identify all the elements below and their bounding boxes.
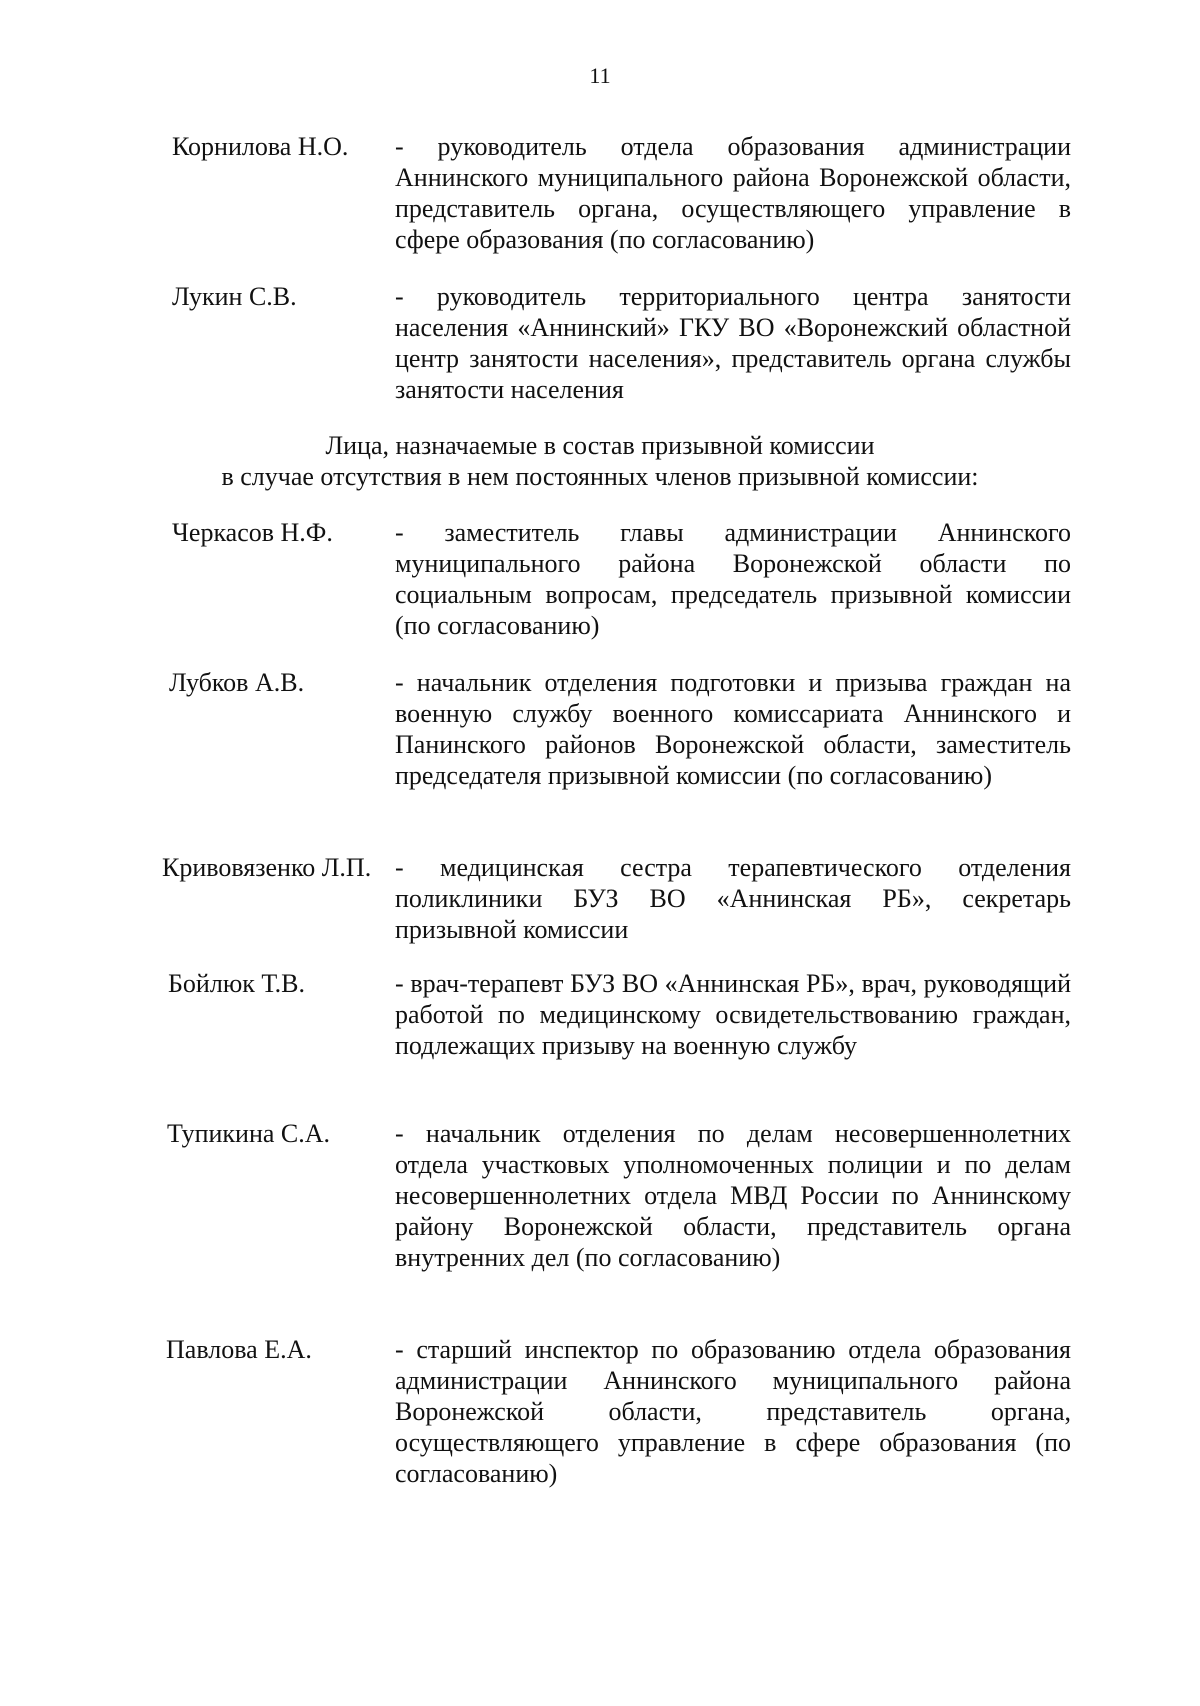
heading-line: Лица, назначаемые в состав призывной комиссии (325, 431, 875, 460)
member-description: - руководитель отдела образования администрации Аннинского муниципального района Воронежской области, представитель органа, осуществляющего управление в сфере образования (по согласованию) (395, 132, 1071, 254)
member-name: Бойлюк Т.В. (168, 969, 305, 998)
member-description: - начальник отделения подготовки и призыва граждан на военную службу военного комиссариата Аннинского и Панинского районов Воронежской области, заместитель председателя призывной комиссии (по согласованию) (395, 668, 1071, 790)
member-description: - руководитель территориального центра занятости населения «Аннинский» ГКУ ВО «Воронежский областной центр занятости населения», представитель органа службы занятости населения (395, 282, 1071, 404)
member-description: - старший инспектор по образованию отдела образования администрации Аннинского муниципального района Воронежской области, представитель органа, осуществляющего управление в сфере образования (по согласованию) (395, 1335, 1071, 1488)
member-name: Лукин С.В. (172, 282, 297, 311)
heading-line: в случае отсутствия в нем постоянных членов призывной комиссии: (221, 462, 979, 491)
member-description: - начальник отделения по делам несовершеннолетних отдела участковых уполномоченных полиции и по делам несовершеннолетних отдела МВД России по Аннинскому району Воронежской области, представитель органа внутренних дел (по согласованию) (395, 1119, 1071, 1272)
member-description: - медицинская сестра терапевтического отделения поликлиники БУЗ ВО «Аннинская РБ», секретарь призывной комиссии (395, 853, 1071, 944)
page-number: 11 (589, 63, 611, 88)
member-description: - врач-терапевт БУЗ ВО «Аннинская РБ», врач, руководящий работой по медицинскому освидетельствованию граждан, подлежащих призыву на военную службу (395, 969, 1071, 1060)
member-name: Корнилова Н.О. (172, 132, 349, 161)
member-name: Черкасов Н.Ф. (172, 518, 333, 547)
member-name: Кривовязенко Л.П. (162, 853, 372, 882)
member-description: - заместитель главы администрации Аннинского муниципального района Воронежской области по социальным вопросам, председатель призывной комиссии (по согласованию) (395, 518, 1071, 640)
reserve-members-heading (0, 430, 1200, 492)
member-name: Павлова Е.А. (166, 1335, 312, 1364)
member-name: Лубков А.В. (169, 668, 305, 697)
member-name: Тупикина С.А. (167, 1119, 331, 1148)
